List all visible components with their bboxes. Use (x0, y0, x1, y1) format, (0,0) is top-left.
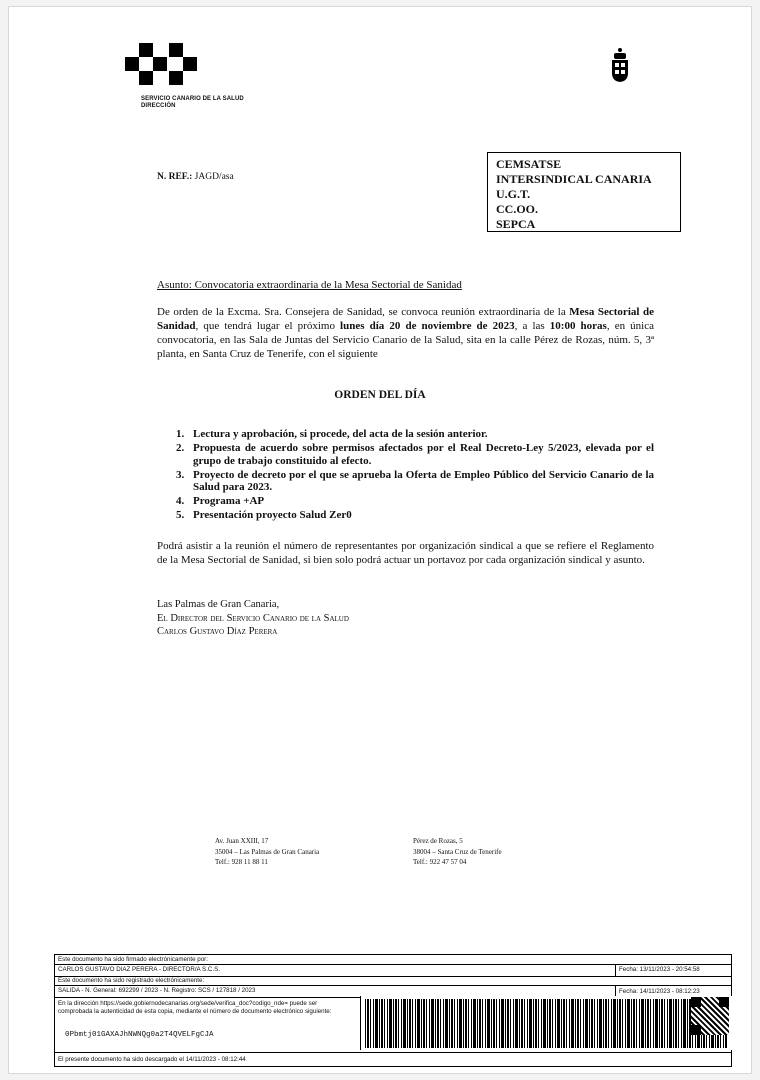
signer: CARLOS GUSTAVO DIAZ PERERA - DIRECTOR/A S.C.S. (58, 966, 220, 973)
agenda-number: 4. (176, 495, 185, 507)
recipients-box (487, 152, 681, 232)
intro-text: , en única convocatoria, en las Sala de Juntas del Servicio Canario de la Salud, sita en la calle Pérez de Rozas, núm. 5, 3ª planta, en Santa Cruz de Tenerife, con el siguiente (157, 320, 654, 360)
agenda-text: Proyecto de decreto por el que se aprueba la Oferta de Empleo Público del Servicio Canario de la Salud para 2023. (193, 468, 654, 493)
registry-date: Fecha: 14/11/2023 - 08:12:23 (615, 985, 731, 997)
subject-line: Asunto: Convocatoria extraordinaria de la Mesa Sectorial de Sanidad (157, 279, 462, 291)
qr-code-icon (691, 997, 729, 1035)
address-line: Pérez de Rozas, 5 (413, 837, 463, 845)
ref-value: JAGD/asa (194, 172, 234, 182)
intro-paragraph (157, 305, 654, 361)
download-note: El presente documento ha sido descargado el 14/11/2023 - 08:12:44 (58, 1056, 246, 1063)
address-line: Av. Juan XXIII, 17 (215, 837, 269, 845)
org-department: DIRECCIÓN (141, 103, 176, 109)
address-line: Telf.: 922 47 57 04 (413, 858, 467, 866)
scs-logo (125, 43, 199, 87)
agenda-number: 5. (176, 509, 185, 521)
agenda-item (176, 442, 654, 467)
document-page (8, 6, 752, 1074)
intro-text: , a las (514, 320, 550, 332)
agenda-title: ORDEN DEL DÍA (334, 389, 426, 401)
address-line: 35004 – Las Palmas de Gran Canaria (215, 847, 320, 856)
meeting-date: lunes día 20 de noviembre de 2023 (340, 320, 515, 332)
signed-date: Fecha: 13/11/2023 - 20:54:58 (615, 964, 731, 976)
signature-place: Las Palmas de Gran Canaria, (157, 599, 280, 610)
agenda-item (176, 509, 654, 522)
agenda-text: Programa +AP (193, 495, 265, 507)
agenda-item (176, 495, 654, 508)
agenda-text: Presentación proyecto Salud Zer0 (193, 509, 352, 521)
recipient: CEMSATSE (496, 157, 562, 171)
agenda-number: 2. (176, 442, 185, 454)
intro-text: , que tendrá lugar el próximo (195, 320, 341, 332)
agenda-item (176, 428, 654, 441)
agenda-text: Lectura y aprobación, si procede, del acta de la sesión anterior. (193, 428, 488, 440)
verification-code: 0Pbmtj01GAXAJhNWNQg0a2T4QVELFgCJA (65, 1031, 214, 1039)
agenda-text: Propuesta de acuerdo sobre permisos afectados por el Real Decreto-Ley 5/2023, elevada por el grupo de trabajo constituido al efecto. (193, 442, 654, 467)
org-name: SERVICIO CANARIO DE LA SALUD (141, 96, 244, 102)
address-line: 38004 – Santa Cruz de Tenerife (413, 847, 502, 856)
recipient: U.G.T. (496, 187, 531, 201)
agenda-number: 3. (176, 468, 185, 481)
registered-label: Este documento ha sido registrado electrónicamente: (58, 977, 205, 984)
signed-label: Este documento ha sido firmado electrónicamente por: (58, 956, 208, 963)
signature-role: El Director del Servicio Canario de la Salud (157, 612, 349, 624)
recipient: SEPCA (496, 217, 536, 231)
closing-paragraph: Podrá asistir a la reunión el número de representantes por organización sindical a que se refiere el Reglamento de la Mesa Sectorial de Sanidad, si bien solo podrá actuar un portavoz por cada organización sindical y asunto. (157, 540, 654, 566)
recipient: INTERSINDICAL CANARIA (496, 172, 652, 186)
agenda-list (176, 428, 654, 523)
coat-of-arms-icon (609, 47, 631, 83)
agenda-number: 1. (176, 428, 185, 440)
barcode-icon (365, 999, 727, 1048)
signature-block (157, 598, 349, 639)
address-las-palmas (215, 836, 319, 868)
meeting-time: 10:00 horas (549, 320, 607, 332)
verification-footer (54, 954, 732, 1067)
ref-label: N. REF.: (157, 172, 193, 182)
address-line: Telf.: 928 11 88 11 (215, 858, 268, 866)
reference (157, 172, 234, 182)
registry: SALIDA - N. General: 692299 / 2023 - N. Registro: SCS / 127818 / 2023 (58, 987, 256, 994)
signature-name: Carlos Gustavo Díaz Perera (157, 626, 278, 637)
intro-bold: Mesa Sectorial de Sanidad (157, 306, 654, 332)
agenda-item (176, 469, 654, 494)
address-santa-cruz (413, 836, 502, 868)
intro-text: De orden de la Excma. Sra. Consejera de Sanidad, se convoca reunión extraordinaria de la (157, 306, 570, 318)
verification-text: En la dirección https://sede.gobiernodecanarias.org/sede/verifica_doc?codigo_nde= puede ser comprobada la autenticidad de esta copia, mediante el número de documento electrónico siguiente: (58, 1000, 332, 1015)
recipient: CC.OO. (496, 202, 538, 216)
